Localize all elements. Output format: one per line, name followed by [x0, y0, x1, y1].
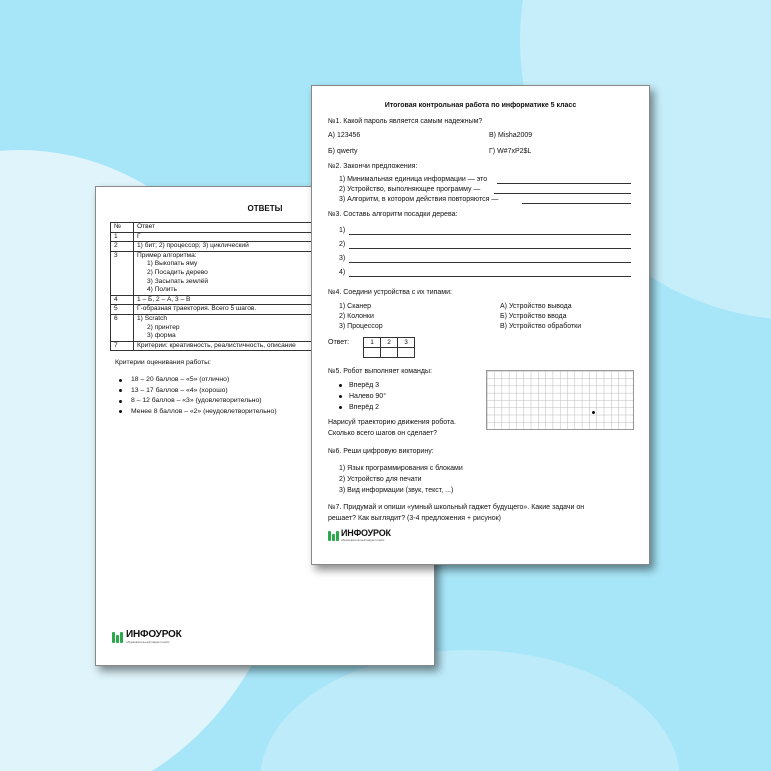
logo-mark-icon	[328, 531, 339, 541]
q6-item: 1) Язык программирования с блоками	[339, 465, 463, 472]
answer-col-header: 3	[398, 338, 415, 348]
row-answer-subitem: 3) Засыпать землёй	[147, 277, 209, 285]
q5-commands	[338, 380, 386, 413]
criteria-item: Менее 8 баллов – «2» (неудовлетворительно)	[118, 407, 277, 418]
q7-text: решает? Как выглядит? (3-4 предложения + рисунок)	[328, 515, 501, 522]
q4-device: 2) Колонки	[339, 313, 374, 320]
answer-cell	[398, 348, 415, 358]
q6-text: №6. Реши цифровую викторину:	[328, 448, 434, 455]
infourok-logo	[328, 529, 391, 542]
q4-type: А) Устройство вывода	[500, 303, 572, 310]
logo-mark-icon	[112, 632, 124, 643]
criteria-item: 18 – 20 баллов – «5» (отлично)	[118, 375, 277, 386]
infourok-logo	[112, 630, 182, 644]
q4-type: Б) Устройство ввода	[500, 313, 567, 320]
criteria-item: 8 – 12 баллов – «3» (удовлетворительно)	[118, 396, 277, 407]
row-number: 7	[111, 341, 134, 351]
criteria-item: 13 – 17 баллов – «4» (хорошо)	[118, 386, 277, 397]
answer-line	[349, 276, 631, 277]
row-answer-subitem: 2) Посадить дерево	[147, 268, 208, 276]
q1-text: №1. Какой пароль является самым надежным?	[328, 118, 483, 125]
robot-start-dot	[592, 411, 595, 414]
q6-item: 2) Устройство для печати	[339, 476, 422, 483]
q4-answer-label: Ответ:	[328, 339, 350, 346]
q5-command: Вперёд 3	[338, 380, 386, 391]
header-num: №	[111, 223, 134, 233]
answer-line	[349, 262, 631, 263]
q3-text: №3. Составь алгоритм посадки дерева:	[328, 211, 458, 218]
row-answer-text: Пример алгоритма:	[137, 251, 197, 259]
logo-tagline: образовательный маркетплейс	[126, 640, 170, 644]
q4-answer-table	[363, 337, 415, 358]
answer-line	[522, 203, 631, 204]
row-answer-text: Г-образная траектория. Всего 5 шагов.	[137, 305, 257, 313]
answer-col-header: 1	[364, 338, 381, 348]
q1-option-v: В) Misha2009	[489, 132, 533, 139]
criteria-title: Критерии оценивания работы:	[115, 359, 211, 366]
answer-cell	[381, 348, 398, 358]
row-number: 5	[111, 305, 134, 315]
q3-item: 1)	[339, 227, 346, 234]
row-number: 1	[111, 232, 134, 242]
q2-item: 2) Устройство, выполняющее программу —	[339, 186, 481, 193]
answer-line	[349, 234, 631, 235]
row-answer-text: Критерии: креативность, реалистичность, описание	[137, 341, 296, 349]
q1-option-a: А) 123456	[328, 132, 361, 139]
logo-word: ИНФОУРОК	[341, 528, 391, 538]
row-answer-text: 1) бит; 2) процессор; 3) циклический	[137, 242, 249, 250]
q2-text: №2. Закончи предложения:	[328, 163, 418, 170]
q3-item: 4)	[339, 269, 346, 276]
row-answer-text: 1 – Б, 2 – А, 3 – В	[137, 295, 191, 303]
q4-device: 3) Процессор	[339, 323, 383, 330]
test-title: Итоговая контрольная работа по информатике 5 класс	[384, 102, 577, 109]
answers-title: ОТВЕТЫ	[247, 204, 283, 213]
row-answer-subitem: 3) форма	[147, 332, 176, 340]
answer-line	[494, 193, 631, 194]
q5-text: №5. Робот выполняет команды:	[328, 368, 432, 375]
test-page	[311, 85, 650, 565]
row-answer-subitem: 1) Выкопать яму	[147, 260, 198, 268]
row-number: 3	[111, 251, 134, 295]
logo-word: ИНФОУРОК	[126, 629, 182, 640]
q6-item: 3) Вид информации (звук, текст, ...)	[339, 487, 454, 494]
background-blob	[260, 650, 680, 771]
q5-command: Налево 90°	[338, 391, 386, 402]
answer-line	[497, 183, 631, 184]
logo-tagline: образовательный маркетплейс	[341, 538, 385, 542]
criteria-list	[118, 375, 277, 417]
q2-item: 3) Алгоритм, в котором действия повторяются —	[339, 196, 499, 203]
q1-option-b: Б) qwerty	[328, 148, 358, 155]
q4-type: В) Устройство обработки	[500, 323, 582, 330]
row-answer-subitem: 4) Полить	[147, 286, 177, 294]
q5-task: Нарисуй траекторию движения робота.	[328, 419, 456, 426]
row-number: 6	[111, 314, 134, 341]
header-answer: Ответ	[134, 223, 360, 233]
row-answer-text: Г	[137, 232, 141, 240]
q2-item: 1) Минимальная единица информации — это	[339, 176, 488, 183]
row-number: 4	[111, 295, 134, 305]
row-answer-subitem: 2) принтер	[147, 323, 180, 331]
q1-option-g: Г) W#7xP2$L	[489, 148, 532, 155]
row-answer-text: 1) Scratch	[137, 314, 168, 322]
answer-cell	[364, 348, 381, 358]
q3-item: 2)	[339, 241, 346, 248]
row-number: 2	[111, 242, 134, 252]
q4-text: №4. Соедини устройства с их типами:	[328, 289, 452, 296]
q3-item: 3)	[339, 255, 346, 262]
q7-text: №7. Придумай и опиши «умный школьный гаджет будущего». Какие задачи он	[328, 504, 585, 511]
q5-command: Вперёд 2	[338, 402, 386, 413]
robot-grid	[486, 370, 634, 430]
answer-col-header: 2	[381, 338, 398, 348]
answer-line	[349, 248, 631, 249]
q5-task: Сколько всего шагов он сделает?	[328, 430, 438, 437]
q4-device: 1) Сканер	[339, 303, 371, 310]
